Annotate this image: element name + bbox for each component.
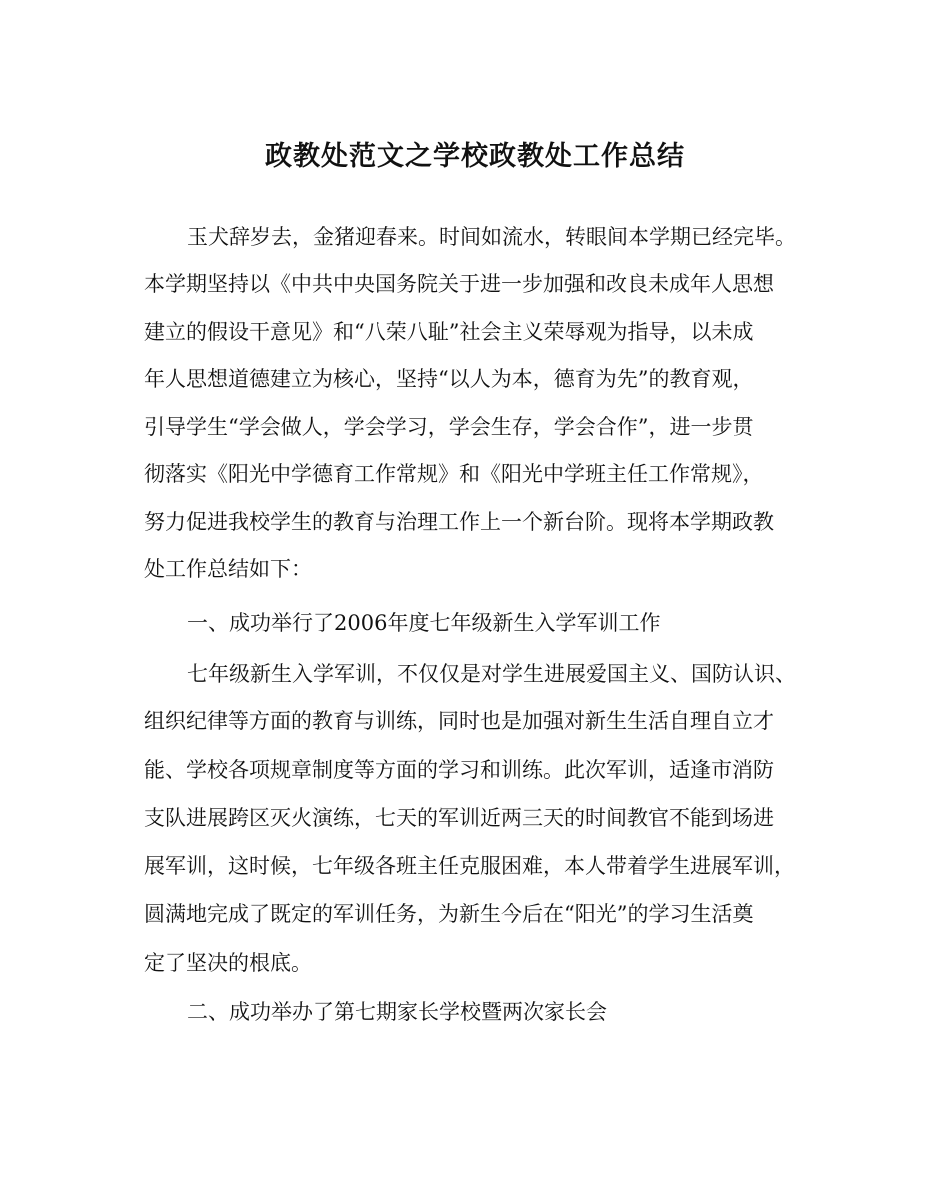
text-line: 处工作总结如下： <box>144 557 312 581</box>
text-line: 努力促进我校学生的教育与治理工作上一个新台阶。现将本学期政教 <box>144 510 774 534</box>
text-line: 玉犬辞岁去，金猪迎春来。时间如流水，转眼间本学期已经完毕。 <box>187 225 796 249</box>
text-line: 支队进展跨区灭火演练，七天的军训近两三天的时间教官不能到场进 <box>144 806 774 830</box>
text-line: 本学期坚持以《中共中央国务院关于进一步加强和改良未成年人思想 <box>144 272 774 296</box>
text-line: 七年级新生入学军训，不仅仅是对学生进展爱国主义、国防认识、 <box>187 662 796 686</box>
text-line: 彻落实《阳光中学德育工作常规》和《阳光中学班主任工作常规》， <box>144 462 764 486</box>
text-line: 组织纪律等方面的教育与训练，同时也是加强对新生生活自理自立才 <box>144 709 774 733</box>
section-heading: 二、成功举办了第七期家长学校暨两次家长会 <box>187 1000 607 1024</box>
text-line: 能、学校各项规章制度等方面的学习和训练。此次军训，适逢市消防 <box>144 758 774 782</box>
text-line: 定了坚决的根底。 <box>144 951 312 975</box>
text-line: 圆满地完成了既定的军训任务，为新生今后在“阳光”的学习生活奠 <box>144 902 754 926</box>
text-line: 建立的假设干意见》和“八荣八耻”社会主义荣辱观为指导，以未成 <box>144 320 754 344</box>
text-line: 展军训，这时候，七年级各班主任克服困难，本人带着学生进展军训， <box>144 854 795 878</box>
section-heading: 一、成功举行了2006年度七年级新生入学军训工作 <box>187 611 661 635</box>
document-title: 政教处范文之学校政教处工作总结 <box>265 141 685 172</box>
text-line: 引导学生“学会做人，学会学习，学会生存，学会合作”，进一步贯 <box>144 415 754 439</box>
text-line: 年人思想道德建立为核心，坚持“以人为本，德育为先”的教育观， <box>144 367 754 391</box>
